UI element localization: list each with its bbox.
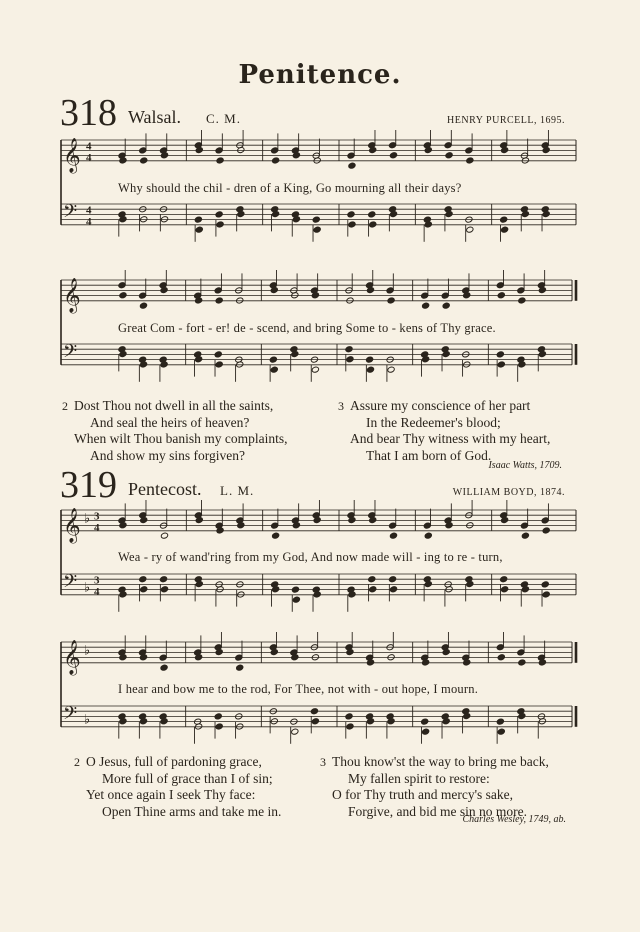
notehead [270, 366, 278, 373]
notehead [345, 713, 353, 720]
time-signature-top: 4 [86, 204, 92, 217]
notehead [160, 532, 168, 539]
notehead [500, 576, 508, 583]
notehead [214, 713, 222, 720]
treble-clef-icon: 𝄞 [63, 277, 81, 313]
treble-clef-icon: 𝄞 [63, 639, 81, 675]
verse-line: More full of grace than I of sin; [102, 770, 273, 786]
verse-line: Dost Thou not dwell in all the saints, [74, 398, 274, 413]
notehead [442, 302, 450, 309]
verse-line: Thou know'st the way to bring me back, [332, 754, 549, 769]
treble-clef-icon: 𝄞 [63, 507, 81, 543]
notehead [195, 226, 203, 233]
notehead [269, 356, 277, 363]
lyrics-line: Great Com - fort - er! de - scend, and bring Some to - kens of Thy grace. [118, 321, 496, 335]
time-signature-top: 4 [86, 140, 92, 153]
notehead [139, 576, 147, 583]
notehead [518, 659, 526, 666]
notehead [348, 221, 356, 228]
verse-number: 2 [62, 399, 68, 413]
meter: L. M. [220, 483, 255, 498]
flat-sign-icon: ♭ [84, 510, 91, 526]
notehead [497, 361, 505, 368]
tune-name: Walsal. [128, 107, 182, 127]
notehead [160, 586, 168, 593]
notehead [497, 654, 505, 661]
section-title: Penitence. [238, 60, 402, 90]
notehead [139, 302, 147, 309]
notehead [348, 162, 356, 169]
notehead [369, 586, 377, 593]
notehead [500, 216, 508, 223]
verse-line: Yet once again I seek Thy face: [86, 787, 256, 802]
verse-line: Open Thine arms and take me in. [102, 803, 282, 819]
notehead [542, 527, 550, 534]
notehead [215, 211, 223, 218]
verse-line: O Jesus, full of pardoning grace, [86, 754, 262, 769]
lyrics-line: Why should the chil - dren of a King, Go mourning all their days? [118, 181, 462, 195]
notehead [346, 356, 354, 363]
notehead [496, 718, 504, 725]
notehead [310, 708, 318, 715]
notehead [422, 728, 430, 735]
notehead [445, 152, 453, 159]
verse-line: In the Redeemer's blood; [366, 414, 501, 430]
notehead [466, 226, 474, 233]
hymn-318-header [60, 92, 565, 132]
verse-number: 3 [320, 755, 326, 769]
lyrics-line: Wea - ry of wand'ring from my God, And now made will - ing to re - turn, [118, 550, 503, 564]
notehead [518, 297, 526, 304]
verse-line: Forgive, and bid me sin no more. [348, 803, 527, 819]
verse-line: My fallen spirit to restore: [348, 770, 490, 786]
notehead [368, 211, 376, 218]
notehead [215, 361, 223, 368]
notehead [347, 211, 355, 218]
notehead [272, 532, 280, 539]
notehead [466, 157, 474, 164]
time-signature-top: 3 [94, 574, 100, 587]
time-signature-bottom: 4 [86, 151, 92, 164]
hymn-319-header [60, 464, 565, 504]
notehead [541, 581, 549, 588]
lyrics-line: I hear and bow me to the rod, For Thee, not with - out hope, I mourn. [118, 682, 479, 696]
verse-line: O for Thy truth and mercy's sake, [332, 787, 514, 802]
verse-line: And bear Thy witness with my heart, [350, 431, 551, 446]
verse-line: Assure my conscience of her part [350, 398, 531, 413]
notehead [216, 157, 224, 164]
notehead [311, 718, 319, 725]
bass-clef-icon: 𝄢 [63, 341, 78, 367]
meter: C. M. [206, 111, 241, 126]
treble-clef-icon: 𝄞 [63, 137, 81, 173]
time-signature-bottom: 4 [86, 215, 92, 228]
verse-line: And seal the heirs of heaven? [90, 414, 250, 430]
notehead [424, 532, 432, 539]
time-signature-bottom: 4 [94, 521, 100, 534]
notehead [389, 586, 397, 593]
notehead [140, 586, 148, 593]
notehead [216, 221, 224, 228]
notehead [369, 221, 377, 228]
notehead [368, 576, 376, 583]
notehead [215, 723, 223, 730]
notehead [291, 728, 299, 735]
composer: WILLIAM BOYD, 1874. [452, 487, 565, 498]
tune-name: Pentecost. [128, 479, 202, 499]
notehead [501, 586, 509, 593]
verse-3 [320, 754, 549, 820]
notehead [497, 292, 505, 299]
notehead [292, 596, 300, 603]
notehead [521, 532, 529, 539]
notehead [366, 366, 374, 373]
notehead [389, 532, 397, 539]
time-signature-top: 3 [94, 510, 100, 523]
flat-sign-icon: ♭ [84, 711, 91, 727]
author-attribution: Isaac Watts, 1709. [488, 460, 562, 471]
notehead [345, 346, 353, 353]
notehead [119, 292, 127, 299]
bass-clef-icon: 𝄢 [63, 571, 78, 597]
notehead [140, 157, 148, 164]
notehead [272, 157, 280, 164]
hymn-number: 318 [60, 92, 117, 134]
notehead [194, 216, 202, 223]
verse-2 [62, 398, 288, 464]
notehead [389, 576, 397, 583]
notehead [366, 356, 374, 363]
notehead [312, 216, 320, 223]
composer: HENRY PURCELL, 1695. [447, 115, 565, 126]
notehead [214, 351, 222, 358]
notehead [311, 366, 319, 373]
notehead [542, 591, 550, 598]
notehead [389, 152, 397, 159]
flat-sign-icon: ♭ [84, 579, 91, 595]
notehead [497, 728, 505, 735]
bass-clef-icon: 𝄢 [63, 201, 78, 227]
verse-line: That I am born of God. [366, 447, 492, 463]
notehead [160, 576, 168, 583]
verse-line: When wilt Thou banish my complaints, [74, 431, 288, 446]
notehead [496, 351, 504, 358]
verse-number: 2 [74, 755, 80, 769]
notehead [313, 226, 321, 233]
notehead [387, 366, 395, 373]
author-attribution: Charles Wesley, 1749, ab. [462, 814, 566, 825]
notehead [421, 718, 429, 725]
notehead [291, 586, 299, 593]
notehead [387, 297, 395, 304]
notehead [236, 664, 244, 671]
verse-3 [338, 398, 551, 464]
hymn-number: 319 [60, 464, 117, 506]
notehead [160, 664, 168, 671]
notehead [215, 297, 223, 304]
verse-line: And show my sins forgiven? [90, 447, 245, 463]
bass-clef-icon: 𝄢 [63, 703, 78, 729]
notehead [422, 302, 430, 309]
notehead [501, 226, 509, 233]
verse-number: 3 [338, 399, 344, 413]
notehead [346, 723, 354, 730]
time-signature-bottom: 4 [94, 585, 100, 598]
flat-sign-icon: ♭ [84, 642, 91, 658]
verse-2 [74, 754, 282, 820]
